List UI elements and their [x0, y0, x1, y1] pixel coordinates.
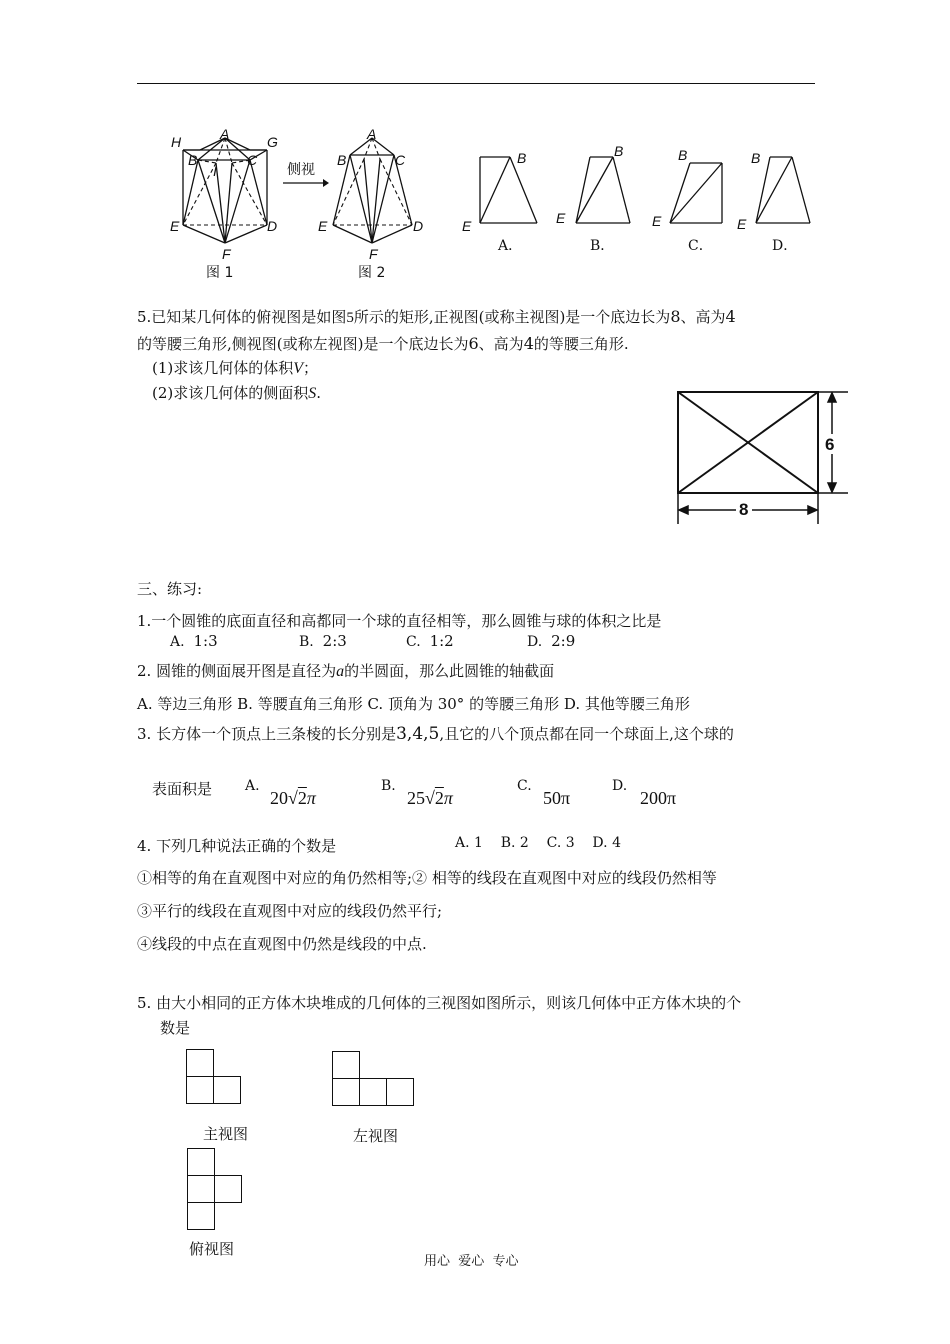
- practice-q3-option-a-value: 20√2π: [270, 788, 316, 808]
- option-d-label-b: B: [751, 150, 761, 166]
- fig1-caption: 图 1: [206, 265, 234, 281]
- option-a-label-b: B: [517, 150, 527, 166]
- q5-sub-2: [152, 382, 321, 403]
- left-view-caption: 左视图: [353, 1127, 399, 1145]
- fig1-label-a: A: [220, 126, 230, 142]
- q5-fig-number: 5: [346, 310, 354, 326]
- q5-line-1: [137, 306, 736, 327]
- fig1-label-i: I: [213, 163, 217, 179]
- q5-line2-pre: 的等腰三角形,侧视图(或称左视图)是一个底边长为: [137, 335, 469, 353]
- practice-q3-option-b-key: B.: [381, 778, 396, 794]
- q5-sub-1: [152, 357, 318, 378]
- header-rule: [137, 83, 815, 84]
- q5-line2-mid: 、高为: [478, 335, 524, 353]
- practice-q5-line-2: 数是: [160, 1019, 191, 1037]
- q5-sub2-pre: (2)求该几何体的侧面积: [152, 384, 309, 402]
- fig1-label-b: B: [188, 152, 198, 168]
- practice-q1: 1.一个圆锥的底面直径和高都同一个球的直径相等，那么圆锥与球的体积之比是: [137, 612, 662, 630]
- q5-line-2: [137, 333, 629, 354]
- top-view-cell: [187, 1202, 215, 1230]
- figure-5-rectangle: [672, 386, 852, 528]
- q5-sub2-post: .: [316, 384, 322, 402]
- figure-5-width-label: 8: [739, 500, 749, 519]
- practice-q4-statement-4: ④线段的中点在直观图中仍然是线段的中点.: [137, 935, 427, 953]
- practice-q4-statement-3: ③平行的线段在直观图中对应的线段仍然平行;: [137, 902, 443, 920]
- top-view-cell: [187, 1175, 215, 1203]
- option-a-label-e: E: [462, 218, 472, 234]
- practice-q3-option-c-value: 50π: [543, 788, 571, 808]
- option-a-shape: [470, 150, 550, 230]
- figure-1-polyhedron: [170, 125, 280, 265]
- practice-q3-option-c-key: C.: [517, 778, 532, 794]
- fig2-label-e: E: [318, 218, 328, 234]
- q5-sub2-var: S: [308, 385, 317, 402]
- left-view-cell: [386, 1078, 414, 1106]
- q5-base-2: 6: [468, 334, 479, 353]
- option-d-choice: D．: [772, 238, 798, 254]
- option-c-label-e: E: [652, 213, 662, 229]
- option-b-choice: B．: [590, 238, 615, 254]
- front-view-cell: [213, 1076, 241, 1104]
- option-b-label-e: E: [556, 210, 566, 226]
- practice-q3-option-a-key: A.: [245, 778, 260, 794]
- practice-q5-line-1: 5. 由大小相同的正方体木块堆成的几何体的三视图如图所示，则该几何体中正方体木块的个: [137, 994, 742, 1012]
- fig2-label-a: A: [367, 126, 377, 142]
- top-view-cell: [187, 1148, 215, 1176]
- left-view-cell: [359, 1078, 387, 1106]
- q5-height-2: 4: [523, 334, 534, 353]
- practice-q4-statement-1-2: ①相等的角在直观图中对应的角仍然相等;② 相等的线段在直观图中对应的线段仍然相等: [137, 869, 717, 887]
- front-view-caption: 主视图: [203, 1125, 249, 1143]
- practice-q2-options: A. 等边三角形 B. 等腰直角三角形 C. 顶角为 30° 的等腰三角形 D. 其他等腰三角形: [137, 695, 690, 713]
- practice-q1-option-d: D. 2:9: [527, 632, 576, 650]
- q5-line1-mid: 所示的矩形,正视图(或称主视图)是一个底边长为: [353, 308, 671, 326]
- option-c-choice: C．: [688, 238, 713, 254]
- option-b-label-b: B: [614, 143, 624, 159]
- option-c-shape: [662, 150, 742, 230]
- option-c-label-b: B: [678, 147, 688, 163]
- practice-heading: 三、练习:: [137, 580, 203, 598]
- fig1-label-d: D: [267, 218, 278, 234]
- top-view-caption: 俯视图: [189, 1240, 235, 1258]
- practice-q1-option-c: C. 1:2: [406, 632, 454, 650]
- q5-line1-post: 、高为: [680, 308, 726, 326]
- front-view-cell: [186, 1049, 214, 1077]
- practice-q3-option-d-value: 200π: [640, 788, 677, 808]
- fig1-label-g: G: [267, 134, 278, 150]
- practice-q3-nums: 3,4,5: [396, 724, 440, 744]
- practice-q2-var: a: [336, 663, 345, 680]
- fig2-label-d: D: [413, 218, 424, 234]
- q5-sub1-post: ；: [303, 359, 319, 377]
- practice-q3-option-d-key: D.: [612, 778, 628, 794]
- practice-q1-option-b: B. 2:3: [299, 632, 347, 650]
- fig2-label-f: F: [369, 246, 378, 262]
- fig2-caption: 图 2: [358, 265, 386, 281]
- fig2-label-b: B: [337, 152, 347, 168]
- left-view-cell: [332, 1078, 360, 1106]
- q5-sub1-var: V: [293, 360, 304, 377]
- option-d-label-e: E: [737, 216, 747, 232]
- practice-q3-prefix: 表面积是: [152, 780, 213, 798]
- practice-q1-option-a: A. 1:3: [170, 632, 218, 650]
- left-view-cell: [332, 1051, 360, 1079]
- front-view-cell: [186, 1076, 214, 1104]
- fig1-label-c: C: [247, 152, 258, 168]
- figure-5-height-label: 6: [825, 435, 835, 454]
- fig1-label-h: H: [171, 134, 182, 150]
- practice-q3-option-b-value: 25√2π: [407, 788, 453, 808]
- q5-line1-pre: 5.已知某几何体的俯视图是如图: [137, 308, 347, 326]
- option-a-choice: A．: [498, 238, 523, 254]
- fig2-label-c: C: [395, 152, 406, 168]
- practice-q2: 2. 圆锥的侧面展开图是直径为a的半圆面，那么此圆锥的轴截面: [137, 662, 555, 680]
- top-view-cell: [214, 1175, 242, 1203]
- option-b-shape: [568, 150, 648, 230]
- side-view-arrow-label: 侧视: [287, 162, 315, 178]
- page-footer: 用心 爱心 专心: [424, 1254, 519, 1269]
- practice-q4: 4. 下列几种说法正确的个数是: [137, 837, 337, 855]
- fig1-label-e: E: [170, 218, 180, 234]
- q5-sub1-pre: (1)求该几何体的体积: [152, 359, 294, 377]
- q5-line2-post: 的等腰三角形.: [533, 335, 629, 353]
- q5-height-1: 4: [725, 307, 736, 326]
- practice-q3: 3. 长方体一个顶点上三条棱的长分别是3,4,5,且它的八个顶点都在同一个球面上,这个球的: [137, 724, 734, 744]
- practice-q4-options: A. 1 B. 2 C. 3 D. 4: [455, 835, 621, 851]
- figure-2-polyhedron: [320, 125, 430, 265]
- fig1-label-f: F: [222, 246, 231, 262]
- q5-base-1: 8: [670, 307, 681, 326]
